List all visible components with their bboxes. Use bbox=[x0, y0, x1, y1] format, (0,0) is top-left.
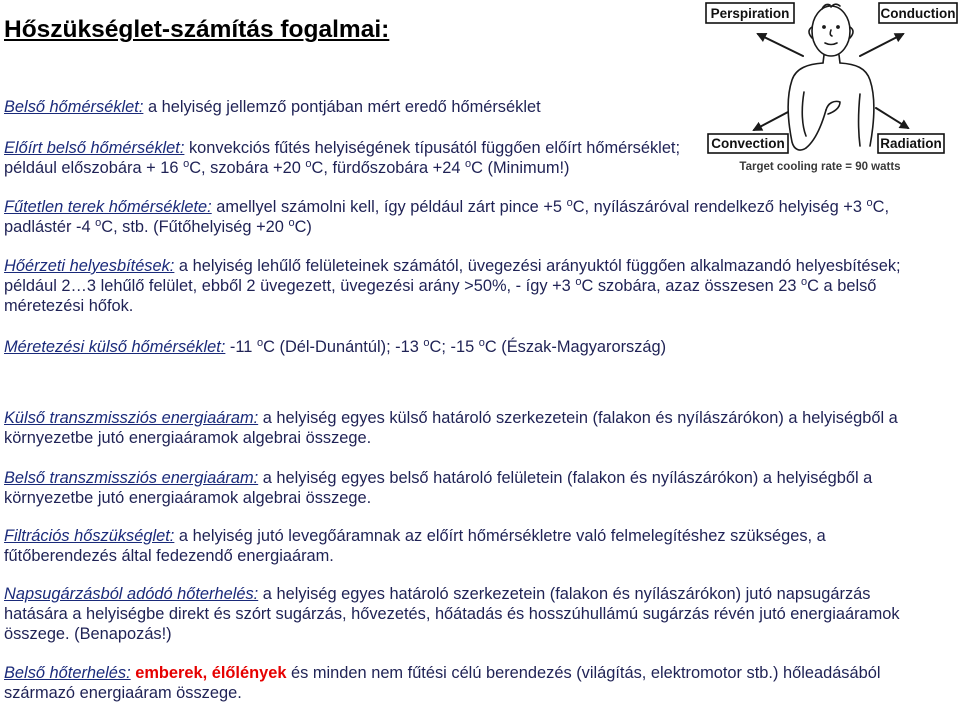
definition-text: a helyiség egyes külső határoló szerkezetein (falakon és nyílászárókon) a helyiségből a környezetbe jutó energiaáramok algebrai összege. bbox=[4, 409, 898, 447]
definition-text: C; -15 bbox=[429, 338, 479, 356]
definition-filtracios-hoszukseglet bbox=[4, 526, 924, 566]
figure-caption: Target cooling rate = 90 watts bbox=[739, 161, 901, 173]
degree-superscript: o bbox=[183, 158, 190, 170]
degree-superscript: o bbox=[465, 158, 472, 170]
degree-superscript: o bbox=[256, 337, 264, 349]
definition-term: Belső hőmérséklet: bbox=[4, 98, 144, 116]
convection-label-text: Convection bbox=[711, 136, 785, 151]
definition-napsugarzasbol-adodo-hoterheles bbox=[4, 584, 924, 644]
radiation-label bbox=[878, 134, 944, 153]
definition-term: Napsugárzásból adódó hőterhelés: bbox=[4, 585, 259, 603]
definition-text: C a belső méretezési hőfok. bbox=[4, 277, 877, 315]
body-heat-loss-figure bbox=[700, 0, 960, 182]
definition-term: Belső hőterhelés: bbox=[4, 664, 131, 682]
person-left-arm-inner bbox=[802, 92, 806, 136]
definition-text: a helyiség egyes határoló szerkezetein (falakon és nyílászárókon) jutó napsugárzás hatására a helyiségbe direkt és szórt sugárzás, hővezetés, hőátadás és hosszúhullámú sugárzás révén jutó energiaáramok összege. (Benapozás!) bbox=[4, 585, 900, 643]
definition-kulso-transzmisszios-energiaaram bbox=[4, 408, 924, 448]
person-left-arm-outer bbox=[788, 63, 823, 150]
convection-label bbox=[708, 134, 788, 153]
person-mouth bbox=[825, 43, 837, 45]
definition-term: Külső transzmissziós energiaáram: bbox=[4, 409, 259, 427]
person-left-eye bbox=[822, 25, 826, 29]
perspiration-label-text: Perspiration bbox=[710, 6, 790, 21]
degree-superscript: o bbox=[575, 276, 582, 288]
definition-text: C, padlástér -4 bbox=[4, 198, 890, 236]
degree-superscript: o bbox=[801, 276, 808, 288]
person-right-arm-inner bbox=[859, 94, 861, 146]
person-right-eye bbox=[836, 25, 840, 29]
degree-superscript: o bbox=[288, 217, 295, 229]
definition-term: Belső transzmissziós energiaáram: bbox=[4, 469, 259, 487]
person-right-arm-outer bbox=[840, 63, 874, 146]
definition-text: C, szobára +20 bbox=[189, 159, 306, 177]
person-nose bbox=[830, 30, 832, 36]
definition-text: C (Dél-Dunántúl); -13 bbox=[263, 338, 424, 356]
degree-superscript: o bbox=[478, 337, 485, 349]
definition-text: C (Minimum!) bbox=[471, 159, 570, 177]
definition-eloirt-belso-homerseklet bbox=[4, 138, 700, 178]
definition-text: C, fürdőszobára +24 bbox=[311, 159, 466, 177]
definition-text: a helyiség jutó levegőáramnak az előírt hőmérsékletre való felmelegítéshez szükséges, a fűtőberendezés által fedezendő energiaáram. bbox=[4, 527, 826, 565]
page-title: Hőszükséglet-számítás fogalmai: bbox=[4, 16, 390, 43]
definition-text: C, nyílászáróval rendelkező helyiség +3 bbox=[572, 198, 867, 216]
conduction-label-text: Conduction bbox=[880, 6, 956, 21]
person-hand bbox=[826, 101, 840, 114]
definition-text: a helyiség egyes belső határoló felületein (falakon és nyílászárókon) a helyiségből a környezetbe jutó energiaáramok algebrai összege. bbox=[4, 469, 873, 507]
perspiration-arrow bbox=[758, 34, 803, 56]
definition-term: Méretezési külső hőmérséklet: bbox=[4, 338, 226, 356]
radiation-arrow bbox=[876, 108, 908, 128]
degree-superscript: o bbox=[95, 217, 102, 229]
definition-term: Előírt belső hőmérséklet: bbox=[4, 139, 185, 157]
degree-superscript: o bbox=[423, 337, 430, 349]
definition-text: C, stb. (Fűtőhelyiség +20 bbox=[101, 218, 289, 236]
radiation-label-text: Radiation bbox=[880, 136, 942, 151]
definition-term: Hőérzeti helyesbítések: bbox=[4, 257, 175, 275]
highlighted-text: emberek, élőlények bbox=[135, 664, 287, 682]
definition-text: amellyel számolni kell, így például zárt pince +5 bbox=[211, 198, 567, 216]
degree-superscript: o bbox=[566, 197, 573, 209]
degree-superscript: o bbox=[866, 197, 873, 209]
definition-text: a helyiség lehűlő felületeinek számától, üvegezési arányuktól függően alkalmazandó helyesbítések; például 2…3 lehűlő felület, ebből 2 üvegezett, üvegezési arány >50%, - így +3 bbox=[4, 257, 901, 295]
definition-term: Filtrációs hőszükséglet: bbox=[4, 527, 175, 545]
definition-belso-homerseklet bbox=[4, 97, 700, 117]
definition-text: -11 bbox=[225, 338, 257, 356]
person-forearm bbox=[806, 110, 826, 148]
definition-text: és minden nem fűtési célú berendezés (világítás, elektromotor stb.) hőleadásából származó energiaáram összege. bbox=[4, 664, 881, 702]
convection-arrow bbox=[754, 112, 788, 130]
perspiration-label bbox=[706, 3, 794, 23]
person-illustration bbox=[788, 4, 874, 150]
definition-text: C szobára, azaz összesen 23 bbox=[581, 277, 802, 295]
definition-text: C (Észak-Magyarország) bbox=[484, 338, 667, 356]
definition-text: a helyiség jellemző pontjában mért eredő hőmérséklet bbox=[143, 98, 541, 116]
definition-term: Fűtetlen terek hőmérséklete: bbox=[4, 198, 212, 216]
definition-meretezesi-kulso-homerseklet bbox=[4, 337, 924, 357]
definition-hoerzeti-helyesbitesek bbox=[4, 256, 924, 316]
definition-futetlen-terek-homerseklete bbox=[4, 197, 924, 237]
conduction-arrow bbox=[860, 34, 903, 56]
degree-superscript: o bbox=[305, 158, 312, 170]
definition-text: konvekciós fűtés helyiségének típusától függően előírt hőmérséklet; például előszobára + 16 bbox=[4, 139, 681, 177]
definition-belso-hoterheles bbox=[4, 663, 924, 703]
definition-belso-transzmisszios-energiaaram bbox=[4, 468, 924, 508]
conduction-label bbox=[879, 3, 957, 23]
definition-text: C) bbox=[294, 218, 312, 236]
